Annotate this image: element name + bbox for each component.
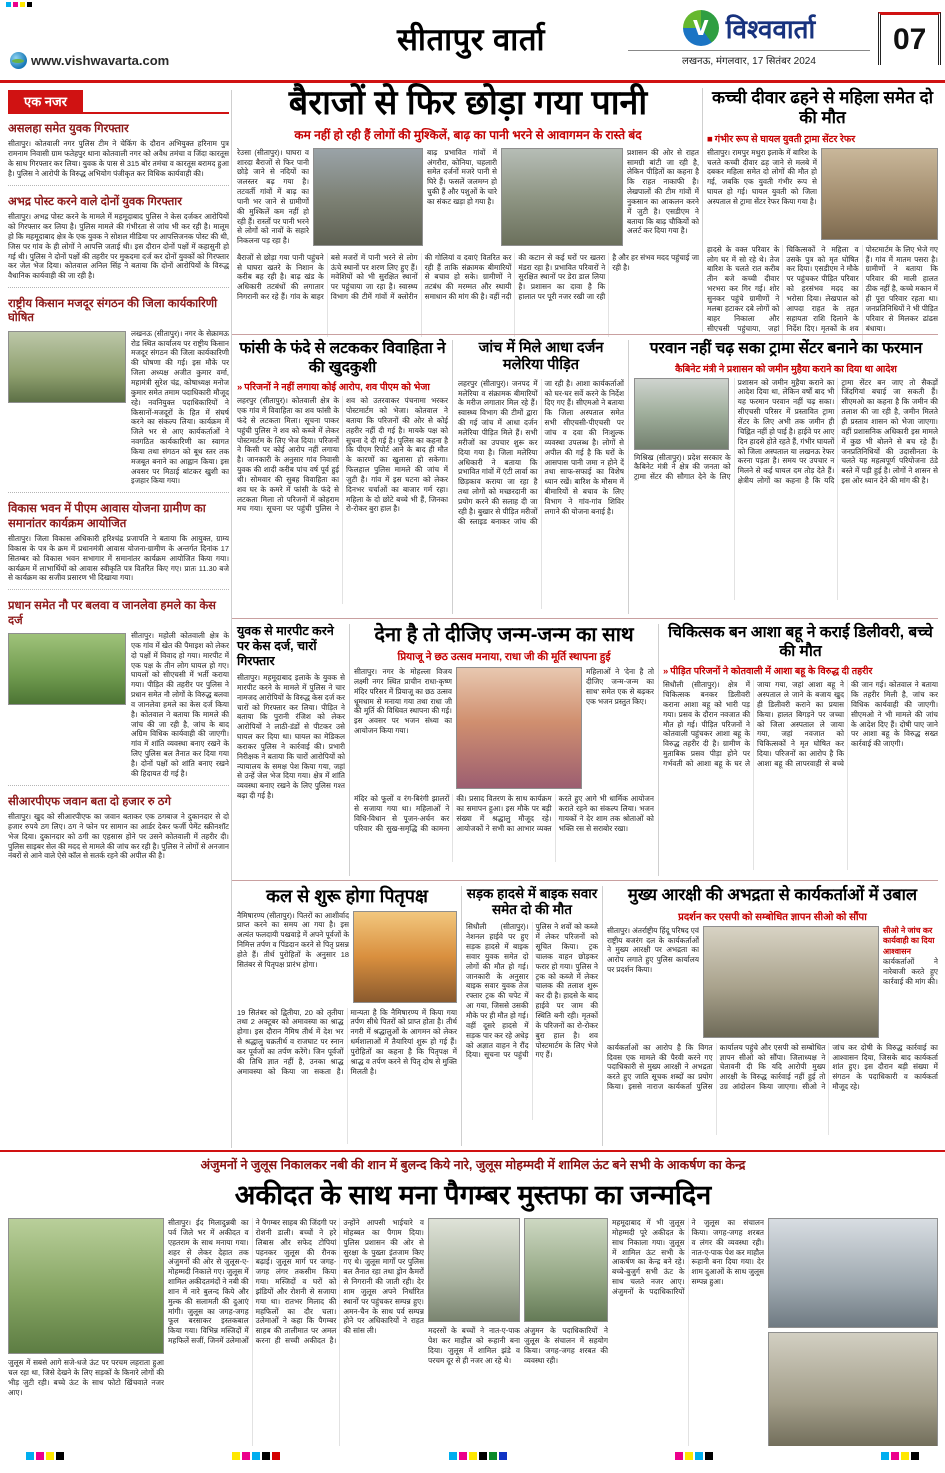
article-banner: अंजुमनों ने जुलूस निकालकर नबी की शान में बुलन्द किये नारे, जुलूस मोहम्मदी में शामिल ऊंट बने सभी के आकर्षण का केन्द्र: [200, 1158, 746, 1172]
photo-women-bhajan: [456, 667, 582, 789]
photo-flood-waterlogged: [501, 148, 623, 246]
article-kicker: [237, 380, 448, 393]
article-body: लहरपुर (सीतापुर)। जनपद में मलेरिया व संक्रामक बीमारियों के मरीज लगातार मिल रहे हैं। स्वास्थ्य विभाग की टीमों द्वारा की गई जांच में आधा दर्जन मलेरिया पीड़ित मिले हैं। सभी मरीजों का उपचार शुरू कर दिया गया है। जिला मलेरिया अधिकारी ने बताया कि प्रभावित गांवों में एंटी लार्वा का छिड़काव कराया जा रहा है तथा लोगों को मच्छरदानी का प्रयोग करने की सलाह दी जा रही है। बुखार से पीड़ित मरीजों की स्लाइड बनाकर जांच की जा रही है। आशा कार्यकर्ताओं को घर-घर सर्वे करने के निर्देश दिए गए हैं। सीएमओ ने बताया कि जिला अस्पताल समेत सभी सीएचसी-पीएचसी पर जांच व दवा की निःशुल्क व्यवस्था उपलब्ध है। लोगों से अपील की गई है कि घरों के आसपास पानी जमा न होने दें तथा साफ-सफाई का विशेष ध्यान रखें। बारिश के मौसम में बीमारियों से बचाव के लिए विभाग ने गांव-गांव शिविर लगाने की योजना बनाई है।: [458, 378, 624, 526]
section-rule: [8, 90, 229, 114]
divider: [232, 334, 938, 335]
article-headline: कल से शुरू होगा पितृपक्ष: [266, 886, 428, 906]
photo-field-dispute: [8, 633, 126, 705]
divider: [461, 886, 462, 1146]
article-headline: चिकित्सक बन आशा बहू ने कराई डिलीवरी, बच्चे की मौत: [668, 624, 933, 660]
masthead-url[interactable]: [10, 52, 169, 69]
article-kicker: कम नहीं हो रही हैं लोगों की मुश्किलें, बाढ़ का पानी भरने से आवागमन के रास्ते बंद: [294, 127, 642, 142]
article-body: सीतापुर। कोतवाली नगर पुलिस टीम ने चेकिंग के दौरान अभियुक्त हरिनाम पुत्र रामनाम निवासी ग्राम फतेहपुर थाना कोतवाली नगर को अवैध तमंचा व जिंदा कारतूस के साथ गिरफ्तार कर लिया। युवक के पास से 315 बोर तमंचा व कारतूस बरामद हुआ है। पुलिस ने आरोपी के विरुद्ध अभियोग पंजीकृत कर विधिक कार्यवाही की।: [8, 139, 229, 178]
article-headline: फांसी के फंदे से लटककर विवाहिता ने की खुदकुशी: [239, 340, 446, 376]
article-headline: परवान नहीं चढ़ सका ट्रामा सेंटर बनाने का फरमान: [649, 340, 923, 357]
article-trauma-center: [634, 340, 938, 614]
article-suicide: [237, 340, 448, 614]
article-body: महिलाओं ने 'देना है तो दीजिए जन्म-जन्म का साथ' समेत एक से बढ़कर एक भजन प्रस्तुत किए।: [586, 667, 654, 706]
kicker-mark: ■: [707, 133, 713, 145]
photo-chc-building: [634, 378, 729, 450]
photo-diya-ghat: [353, 911, 457, 1003]
masthead-dateline: लखनऊ, मंगलवार, 17 सितंबर 2024: [628, 50, 870, 67]
article-body: महमूदाबाद में भी जुलूस मोहम्मदी पूरे अकीदत के साथ निकाला गया। जुलूस में शामिल ऊंट सभी के आकर्षण का केन्द्र बने रहे। बच्चे-बुजुर्ग सभी ऊंट के साथ चलते नजर आए। अंजुमनों के पदाधिकारियों ने जुलूस का संचालन किया। जगह-जगह शरबत व लंगर की व्यवस्था रही। नात-ए-पाक पेश कर माहौल रूहानी बना दिया गया। देर शाम दुआओं के साथ जुलूस सम्पन्न हुआ।: [612, 1218, 764, 1296]
divider: [8, 589, 229, 590]
article-wall-collapse: [707, 88, 938, 332]
article-headline: जांच में मिले आधा दर्जन मलेरिया पीड़ित: [478, 340, 604, 374]
article-constable-protest: [607, 886, 938, 1146]
kicker-text: गंभीर रूप से घायल युवती ट्रामा सेंटर रेफर: [714, 133, 856, 145]
article-malaria: [458, 340, 624, 614]
article-milad-festival: [8, 1156, 938, 1446]
article-body: बाढ़ प्रभावित गांवों में अंगरौरा, कोनिया, चहलारी समेत दर्जनों मजरे पानी से घिरे हैं। फसलें जलमग्न हो चुकी हैं और पशुओं के चारे का संकट खड़ा हो गया है।: [427, 147, 497, 206]
photo-juloos-gathering: [768, 1332, 938, 1446]
kicker-text: परिजनों ने नहीं लगाया कोई आरोप, शव पीएम को भेजा: [244, 382, 430, 394]
article-body: प्रशासन की ओर से राहत सामग्री बांटी जा रही है, लेकिन पीड़ितों का कहना है कि राहत नाकाफी है। लेखपालों की टीम गांवों में नुकसान का आकलन करने में जुटी है। एसडीएम ने बताया कि बाढ़ चौकियों को अलर्ट कर दिया गया है।: [627, 147, 699, 236]
masthead-brand: [628, 10, 870, 67]
sidebar-article-kisan: [8, 294, 229, 486]
photo-kisan-group: [8, 331, 126, 403]
article-body: लहरपुर (सीतापुर)। कोतवाली क्षेत्र के एक गांव में विवाहिता का शव फांसी के फंदे से लटकता मिला। सूचना पाकर पहुंची पुलिस ने शव को कब्जे में लेकर पोस्टमार्टम के लिए भेज दिया। परिजनों ने किसी पर कोई आरोप नहीं लगाया है। जानकारी के अनुसार गांव निवासी युवक की शादी करीब पांच वर्ष पूर्व हुई थी। सोमवार की सुबह विवाहिता का शव घर के कमरे में फांसी के फंदे से लटकता मिला तो परिजनों में कोहराम मच गया। सूचना पर पहुंची पुलिस ने शव को उतरवाकर पंचनामा भरकर पोस्टमार्टम को भेजा। कोतवाल ने बताया कि परिजनों की ओर से कोई तहरीर नहीं दी गई है। मायके पक्ष को सूचना दे दी गई है। पुलिस का कहना है कि पीएम रिपोर्ट आने के बाद ही मौत के कारणों का खुलासा हो सकेगा। फिलहाल पुलिस मामले की जांच में जुटी है। गांव में इस घटना को लेकर दिनभर चर्चाओं का बाजार गर्म रहा। महिला के दो छोटे बच्चे भी हैं, जिनका रो-रोकर बुरा हाल है।: [237, 396, 448, 514]
article-road-accident: [466, 886, 598, 1146]
article-headline: बैराजों से फिर छोड़ा गया पानी: [288, 84, 648, 122]
article-headline: असलहा समेत युवक गिरफ्तार: [8, 123, 129, 135]
article-kicker-secondary: सीओ ने जांच कर कार्यवाही का दिया आश्वासन: [883, 925, 935, 956]
article-body: कार्यकर्ताओं का आरोप है कि विगत दिवस एक मामले की पैरवी करने गए पदाधिकारी से मुख्य आरक्षी ने अभद्रता करते हुए जाति सूचक शब्दों का प्रयोग किया। इससे नाराज कार्यकर्ता पुलिस कार्यालय पहुंचे और एसपी को सम्बोधित ज्ञापन सीओ को सौंपा। जिलाध्यक्ष ने चेतावनी दी कि यदि आरोपी मुख्य आरक्षी के विरुद्ध कार्रवाई नहीं हुई तो उग्र आंदोलन किया जाएगा। सीओ ने जांच कर दोषी के विरुद्ध कार्रवाई का आश्वासन दिया, जिसके बाद कार्यकर्ता शांत हुए। इस दौरान बड़ी संख्या में संगठन के पदाधिकारी व कार्यकर्ता मौजूद रहे।: [607, 1042, 938, 1092]
sidebar-article-crpf: [8, 792, 229, 862]
sidebar-article-post: [8, 192, 229, 281]
article-headline: मुख्य आरक्षी की अभद्रता से कार्यकर्ताओं में उबाल: [627, 886, 918, 904]
article-kicker: [707, 132, 938, 145]
divider: [452, 340, 453, 614]
article-media-row: [237, 911, 457, 1005]
article-headline: प्रधान समेत नौ पर बलवा व जानलेवा हमले का केस दर्ज: [8, 600, 216, 627]
divider: [628, 340, 629, 614]
url-text[interactable]: www.vishwavarta.com: [31, 53, 170, 68]
divider: [8, 287, 229, 288]
article-headline: अभद्र पोस्ट करने वाले दोनों युवक गिरफ्तार: [8, 195, 182, 208]
sidebar-article-awas: [8, 499, 229, 583]
article-body: बैराजों से छोड़ा गया पानी पहुंचने से घाघरा खतरे के निशान के करीब बह रही है। बाढ़ खंड के अधिकारी तटबंधों की लगातार निगरानी कर रहे हैं। गांव के बाहर बसे मजरों में पानी भरने से लोग ऊंचे स्थानों पर शरण लिए हुए हैं। मवेशियों को भी सुरक्षित स्थानों पर पहुंचाया जा रहा है। स्वास्थ्य विभाग की टीमें गांवों में क्लोरीन की गोलियां व दवाएं वितरित कर रही हैं ताकि संक्रामक बीमारियों से बचाव हो सके। ग्रामीणों ने तटबंध की मरम्मत और स्थायी समाधान की मांग की है। वहीं नदी की कटान से कई घरों पर खतरा मंडरा रहा है। प्रभावित परिवारों ने सुरक्षित स्थानों पर डेरा डाल लिया है। प्रशासन का दावा है कि हालात पर पूरी नजर रखी जा रही है और हर संभव मदद पहुंचाई जा रही है।: [237, 252, 699, 302]
photo-crowd-white-caps: [768, 1218, 938, 1328]
article-media-row: [354, 667, 654, 791]
article-headline: देना है तो दीजिए जन्म-जन्म का साथ: [374, 624, 634, 646]
article-body: मदरसों के बच्चों ने नात-ए-पाक पेश कर माहौल को रूहानी बना दिया। जुलूस में शामिल झंडे व परचम दूर से ही नजर आ रहे थे।: [428, 1326, 520, 1365]
article-kicker: कैबिनेट मंत्री ने प्रशासन को जमीन मुहैया कराने का दिया था आदेश: [675, 363, 897, 375]
sidebar-article-pradhan: [8, 596, 229, 778]
photo-camel-procession: [8, 1218, 164, 1354]
article-body: सीतापुर। रामपुर मथुरा इलाके में बारिश के चलते कच्ची दीवार ढह जाने से मलबे में दबकर महिला समेत दो लोगों की मौत हो गई, जबकि एक युवती गंभीर रूप से घायल हो गई। घायल युवती को जिला अस्पताल से ट्रामा सेंटर रेफर किया गया है।: [707, 147, 817, 206]
article-media-row: [607, 926, 938, 1040]
divider: [349, 624, 350, 876]
article-kicker: प्रियाजू ने छठ उत्सव मनाया, राधा जी की मूर्ति स्थापना हुई: [397, 651, 611, 663]
article-headline: राष्ट्रीय किसान मजदूर संगठन की जिला कार्यकारिणी घोषित: [8, 298, 218, 325]
article-body: सीतापुर। महोली कोतवाली क्षेत्र के एक गांव में खेत की पैमाइश को लेकर दो पक्षों में विवाद हो गया। मारपीट में एक पक्ष के तीन लोग घायल हो गए। घायलों को सीएचसी में भर्ती कराया गया। पीड़ित की तहरीर पर पुलिस ने प्रधान समेत नौ लोगों के विरुद्ध बलवा व जानलेवा हमले का केस दर्ज किया है। कोतवाल ने बताया कि मामले की जांच की जा रही है, जांच के बाद अग्रिम विधिक कार्यवाही की जाएगी। गांव में शांति व्यवस्था बनाए रखने के लिए पुलिस बल तैनात कर दिया गया है। दोनों पक्षों को शांति बनाए रखने की हिदायत दी गई है।: [131, 631, 229, 778]
divider: [8, 785, 229, 786]
kicker-mark: »: [663, 666, 669, 678]
divider: [232, 618, 938, 619]
masthead-rule: [0, 80, 945, 83]
photo-procession-flags: [428, 1218, 520, 1322]
article-kicker: [663, 664, 938, 677]
article-kicker: प्रदर्शन कर एसपी को सम्बोधित ज्ञापन सीओ को सौंपा: [678, 911, 867, 923]
article-media-row: [237, 148, 699, 248]
brand-logo-icon: [683, 10, 719, 46]
article-bhajan-utsav: [354, 624, 654, 876]
article-body: मंदिर को फूलों व रंग-बिरंगी झालरों से सजाया गया था। महिलाओं ने विधि-विधान से पूजन-अर्चन कर परिवार की सुख-समृद्धि की कामना की। प्रसाद वितरण के साथ कार्यक्रम का समापन हुआ। इस मौके पर बड़ी संख्या में श्रद्धालु मौजूद रहे। आयोजकों ने सभी का आभार व्यक्त करते हुए आगे भी धार्मिक आयोजन कराते रहने का संकल्प लिया। भजन गायकों ने देर शाम तक श्रोताओं को भक्ति रस से सराबोर रखा।: [354, 794, 654, 833]
article-media-row: [707, 148, 938, 242]
article-headline: विकास भवन में पीएम आवास योजना ग्रामीण का समानांतर कार्यक्रम आयोजित: [8, 503, 206, 530]
article-body: सिधौली (सीतापुर)। नेशनल हाईवे पर हुए सड़क हादसे में बाइक सवार युवक समेत दो लोगों की मौत हो गई। जानकारी के अनुसार बाइक सवार युवक तेज रफ्तार ट्रक की चपेट में आ गया, जिससे उसकी मौके पर ही मौत हो गई। वहीं दूसरे हादसे में सड़क पार कर रहे अधेड़ को अज्ञात वाहन ने रौंद दिया। सूचना पर पहुंची पुलिस ने शवों को कब्जे में लेकर परिजनों को सूचित किया। ट्रक चालक वाहन छोड़कर फरार हो गया। पुलिस ने ट्रक को कब्जे में लेकर चालक की तलाश शुरू कर दी है। हादसे के बाद हाईवे पर जाम की स्थिति बनी रही। मृतकों के परिजनों का रो-रोकर बुरा हाल है। शव पोस्टमार्टम के लिए भेजे गए हैं।: [466, 922, 598, 1060]
article-body: सीतापुर। ईद मिलादुन्नबी का पर्व जिले भर में अकीदत व एहतराम के साथ मनाया गया। शहर से लेकर देहात तक अंजुमनों की ओर से जुलूस-ए-मोहम्मदी निकाले गए। जुलूस में शामिल अकीदतमंदों ने नबी की शान में नारे बुलन्द किये और मुल्क की सलामती की दुआएं मांगी। जुलूस का जगह-जगह फूल बरसाकर इस्तकबाल किया गया। विभिन्न मस्जिदों में महफिलें सजीं, जिनमें उलेमाओं ने पैगम्बर साहब की जिंदगी पर रोशनी डाली। बच्चों ने हरे लिबास और सफेद टोपियां पहनकर जुलूस की रौनक बढ़ाई। जुलूस मार्ग पर जगह-जगह लंगर तकसीम किया गया। मस्जिदों व घरों को झंडियों और रोशनी से सजाया गया था। रातभर मिलाद की महफिलों का दौर चला। उलेमाओं ने कहा कि पैगम्बर साहब की तालीमात पर अमल करना ही सच्ची अकीदत है। उन्होंने आपसी भाईचारे व मोहब्बत का पैगाम दिया। पुलिस प्रशासन की ओर से सुरक्षा के पुख्ता इंतजाम किए गए थे। जुलूस मार्गों पर पुलिस बल तैनात रहा तथा ड्रोन कैमरों से निगरानी की जाती रही। देर शाम जुलूस अपने निर्धारित स्थानों पर पहुंचकर सम्पन्न हुए। अमन-चैन के साथ पर्व सम्पन्न होने पर अधिकारियों ने राहत की सांस ली।: [168, 1218, 424, 1346]
kicker-mark: »: [237, 382, 243, 394]
photo-collapsed-wall: [821, 148, 938, 240]
article-headline: अकीदत के साथ मना पैगम्बर मुस्तफा का जन्मदिन: [234, 1180, 712, 1210]
sidebar-ek-najar: [8, 90, 229, 1148]
article-body: सीतापुर। जिला विकास अधिकारी हरिश्चंद्र प्रजापति ने बताया कि आयुक्त, ग्राम्य विकास के पत्र के क्रम में प्रधानमंत्री आवास योजना-ग्रामीण के अन्तर्गत दिनांक 17 सितम्बर को विकास भवन सभागार में समानांतर कार्यक्रम आयोजित किया गया। कार्यक्रम में लाभार्थियों को आवास स्वीकृति पत्र वितरित किए गए। प्रातः 11.30 बजे से कार्यक्रम का सजीव प्रसारण भी दिखाया गया।: [8, 534, 229, 583]
article-body: लखनऊ (सीतापुर)। नगर के सेक्रामऊ रोड स्थित कार्यालय पर राष्ट्रीय किसान मजदूर संगठन की जिला कार्यकारिणी की घोषणा की गई। इस मौके पर जिला अध्यक्ष अजीत कुमार वर्मा, महामंत्री सुरेश चंद्र, कोषाध्यक्ष मनोज कुमार समेत तमाम पदाधिकारी मौजूद रहे। नवनियुक्त पदाधिकारियों ने किसानों-मजदूरों के हित में संघर्ष करने का संकल्प लिया। कार्यक्रम में जिले भर से आए कार्यकर्ताओं ने नवगठित कार्यकारिणी का स्वागत किया तथा संगठन को बूथ स्तर तक मजबूत बनाने का आह्वान किया। इस अवसर पर मिठाई बांटकर खुशी का इजहार किया गया।: [131, 328, 229, 486]
article-body: मिश्रिख (सीतापुर)। प्रदेश सरकार के कैबिनेट मंत्री ने क्षेत्र की जनता को ट्रामा सेंटर की सौगात देने के लिए प्रशासन को जमीन मुहैया कराने का आदेश दिया था, लेकिन वर्षों बाद भी यह फरमान परवान नहीं चढ़ सका। सीएचसी परिसर में प्रस्तावित ट्रामा सेंटर के लिए अभी तक जमीन ही चिह्नित नहीं हो पाई है। हाईवे पर आए दिन हादसे होते रहते हैं, गंभीर घायलों को जिला अस्पताल या लखनऊ रेफर करना पड़ता है। समय पर उपचार न मिलने से कई घायल दम तोड़ देते हैं। क्षेत्रीय लोगों का कहना है कि यदि ट्रामा सेंटर बन जाए तो सैकड़ों जिंदगियां बचाई जा सकती हैं। सीएमओ का कहना है कि जमीन की तलाश की जा रही है, जमीन मिलते ही प्रस्ताव शासन को भेजा जाएगा। वहीं प्रशासनिक अधिकारी इस मामले में कुछ भी बोलने से बच रहे हैं। जनप्रतिनिधियों की उदासीनता के चलते यह महत्वपूर्ण परियोजना ठंडे बस्ते में पड़ी हुई है। लोगों ने शासन से इस ओर ध्यान देने की मांग की है।: [634, 377, 938, 486]
article-body-wrap: [634, 378, 938, 600]
article-body: सीतापुर। अंतर्राष्ट्रीय हिंदू परिषद एवं राष्ट्रीय बजरंग दल के कार्यकर्ताओं ने मुख्य आरक्षी पर अभद्रता का आरोप लगाते हुए पुलिस कार्यालय पर प्रदर्शन किया।: [607, 925, 699, 975]
divider: [602, 886, 603, 1146]
article-body: 19 सितंबर को द्वितीया, 20 को तृतीया तथा 2 अक्टूबर को अमावस्या का श्राद्ध होगा। इस दौरान नैमिष तीर्थ में देश भर से श्रद्धालु चक्रतीर्थ व राजघाट पर स्नान कर पूर्वजों का तर्पण करेंगे। जिन पूर्वजों की तिथि ज्ञात नहीं है, उनका श्राद्ध अमावस्या को किया जा सकता है। मान्यता है कि नैमिषारण्य में किया गया तर्पण सीधे पितरों को प्राप्त होता है। तीर्थ नगरी में श्रद्धालुओं के आगमन को लेकर धर्मशालाओं में तैयारियां शुरू हो गई हैं। पुरोहितों का कहना है कि पितृपक्ष में श्राद्ध व तर्पण करने से पितृ दोष से मुक्ति मिलती है।: [237, 1007, 457, 1076]
registration-marks-bottom: [0, 1452, 945, 1460]
article-body: अंजुमन के पदाधिकारियों ने जुलूस के संचालन में सहयोग किया। जगह-जगह शरबत की व्यवस्था रही।: [524, 1326, 608, 1365]
photo-procession-children: [524, 1218, 608, 1322]
article-headline: कच्ची दीवार ढहने से महिला समेत दो की मौत: [711, 88, 934, 128]
article-body: सीतापुर। अभद्र पोस्ट करने के मामले में महमूदाबाद पुलिस ने केस दर्जकर आरोपियों को गिरफ्तार कर लिया है। पुलिस मामले की गंभीरता से जांच भी कर रही है। मालूम हो कि महमूदाबाद क्षेत्र के एक युवक ने सोशल मीडिया पर आपत्तिजनक पोस्ट की थी, जिस पर गांव के ही लोगों ने आपत्ति जताई थी। इस दौरान दोनों पक्षों में कहासुनी हो गई थी। पुलिस ने दोनों पक्षों की तहरीर पर मुकदमा दर्ज कर दोनों युवकों को गिरफ्तार कर जेल भेज दिया। कोतवाल अनिल सिंह ने बताया कि दोनों आरोपियों के विरुद्ध वैधानिक कार्यवाही की जा रही है।: [8, 212, 229, 281]
divider: [658, 624, 659, 876]
article-assault-case: [237, 624, 345, 876]
sidebar-article-aslaha: [8, 119, 229, 179]
registration-marks-top: [6, 2, 32, 7]
article-headline: सीआरपीएफ जवान बता दो हजार रु ठगे: [8, 795, 171, 808]
article-body: नैमिषारण्य (सीतापुर)। पितरों का आशीर्वाद प्राप्त करने का समय आ गया है। इस अत्यंत फलदायी पखवाड़े में अपने पूर्वजों के निमित्त तर्पण व पिंडदान करने से पितृ प्रसन्न होते हैं। तीर्थ पुरोहितों के अनुसार 18 सितंबर से पितृपक्ष प्रारंभ होगा।: [237, 910, 349, 969]
section-rule: [0, 1150, 945, 1152]
article-body: सिधौली (सीतापुर)। क्षेत्र में चिकित्सक बनकर डिलीवरी कराना आशा बहू को भारी पड़ गया। प्रसव के दौरान नवजात की मौत हो गई। पीड़ित परिजनों ने कोतवाली पहुंचकर आशा बहू के विरुद्ध तहरीर दी है। ग्रामीण के मुताबिक प्रसव पीड़ा होने पर गर्भवती को आशा बहू के घर ले जाया गया, जहां आशा बहू ने अस्पताल ले जाने के बजाय खुद ही डिलीवरी कराने का प्रयास किया। हालत बिगड़ने पर जच्चा को जिला अस्पताल ले जाया गया, जहां नवजात को चिकित्सकों ने मृत घोषित कर दिया। परिजनों का आरोप है कि आशा बहू की लापरवाही से बच्चे की जान गई। कोतवाल ने बताया कि तहरीर मिली है, जांच कर विधिक कार्यवाही की जाएगी। सीएमओ ने भी मामले की जांच के आदेश दिए हैं। दोषी पाए जाने पर आशा बहू के विरुद्ध सख्त कार्रवाई की जाएगी।: [663, 680, 938, 768]
divider: [231, 90, 232, 1148]
photo-flood-street: [313, 148, 423, 246]
article-headline: युवक से मारपीट करने पर केस दर्ज, चारों गिरफ्तार: [237, 624, 334, 668]
divider: [232, 880, 938, 881]
article-media-row: [8, 1218, 938, 1446]
page-number: 07: [878, 12, 941, 65]
globe-icon: [10, 52, 27, 69]
article-body: जुलूस में सबसे आगे सजे-धजे ऊंट पर परचम लहराता हुआ चल रहा था, जिसे देखने के लिए सड़कों के किनारे लोगों की भीड़ जुटी रही। बच्चे ऊंट के साथ फोटो खिंचवाते नजर आए।: [8, 1358, 164, 1397]
article-body: सीतापुर। खुद को सीआरपीएफ का जवान बताकर एक ठगबाज ने दुकानदार से दो हजार रुपये ठग लिए। ठग ने फोन पर सामान का आर्डर देकर फर्जी पेमेंट स्क्रीनशॉट भेज दिया। दुकानदार को ठगी का एहसास होने पर उसने कोतवाली में तहरीर दी। पुलिस साइबर सेल की मदद से मामले की जांच कर रही है। पुलिस ने लोगों से अनजान नंबरों से आने वाले ऐसे कॉल से सतर्क रहने की अपील की है।: [8, 812, 229, 861]
article-body: सीतापुर। नगर के मोहल्ला विजय लक्ष्मी नगर स्थित प्राचीन राधा-कृष्ण मंदिर परिसर में प्रियाजू का छठ उत्सव धूमधाम से मनाया गया तथा राधा जी की मूर्ति की विधिवत स्थापना की गई। इस अवसर पर भजन संध्या का आयोजन किया गया।: [354, 667, 452, 736]
article-pitrupaksha: [237, 886, 457, 1146]
kicker-text: पीड़ित परिजनों ने कोतवाली में आशा बहू के विरुद्ध दी तहरीर: [670, 666, 873, 678]
divider: [8, 185, 229, 186]
article-body: हादसे के वक्त परिवार के लोग घर में सो रहे थे। तेज बारिश के चलते रात करीब तीन बजे कच्ची दीवार भरभरा कर गिर गई। शोर सुनकर पहुंचे ग्रामीणों ने मलबा हटाकर दबे लोगों को बाहर निकाला और सीएचसी पहुंचाया, जहां चिकित्सकों ने महिला व उसके पुत्र को मृत घोषित कर दिया। एसडीएम ने मौके पर पहुंचकर पीड़ित परिवार को हरसंभव मदद का भरोसा दिया। लेखपाल को आपदा राहत के तहत सहायता राशि दिलाने के निर्देश दिए। मृतकों के शव पोस्टमार्टम के लिए भेजे गए हैं। गांव में मातम पसरा है। ग्रामीणों ने बताया कि परिवार की माली हालत ठीक नहीं है, कच्चे मकान में ही पूरा परिवार रहता था। जनप्रतिनिधियों ने भी पीड़ित परिवार से मिलकर ढांढस बंधाया।: [707, 244, 938, 333]
brand-name: विश्ववार्ता: [725, 14, 816, 44]
divider: [8, 492, 229, 493]
article-body: रेउसा (सीतापुर)। घाघरा व शारदा बैराजों से फिर पानी छोड़े जाने से नदियों का जलस्तर बढ़ गया है। तटवर्ती गांवों में बाढ़ का पानी भर जाने से ग्रामीणों की मुश्किलें कम नहीं हो रही हैं। रास्तों पर पानी भरने से लोगों को नावों के सहारे निकलना पड़ रहा है।: [237, 147, 309, 246]
section-header: एक नजर: [8, 90, 83, 112]
article-asha-bahu: [663, 624, 938, 876]
article-lead-flood: [237, 86, 699, 332]
article-body: कार्यकर्ताओं ने नारेबाजी करते हुए कार्रवाई की मांग की।: [883, 956, 938, 986]
divider: [702, 88, 703, 332]
article-headline: सड़क हादसे में बाइक सवार समेत दो की मौत: [466, 886, 598, 918]
edition-title: सीतापुर वार्ता: [396, 22, 546, 57]
photo-protest-memo: [703, 926, 879, 1038]
article-body: सीतापुर। महमूदाबाद इलाके के युवक से मारपीट करने के मामले में पुलिस ने चार नामजद आरोपियों के विरुद्ध केस दर्ज कर चारों को गिरफ्तार कर लिया। पीड़ित ने बताया कि पुरानी रंजिश को लेकर आरोपियों ने लाठी-डंडों से पीटकर उसे घायल कर दिया था। घायल का मेडिकल कराकर पुलिस ने कार्रवाई की। प्रभारी निरीक्षक ने बताया कि चारों आरोपियों को न्यायालय के समक्ष पेश किया गया, जहां से उन्हें जेल भेज दिया गया। क्षेत्र में शांति व्यवस्था बनाए रखने के लिए पुलिस गश्त बढ़ा दी गई है।: [237, 673, 345, 801]
